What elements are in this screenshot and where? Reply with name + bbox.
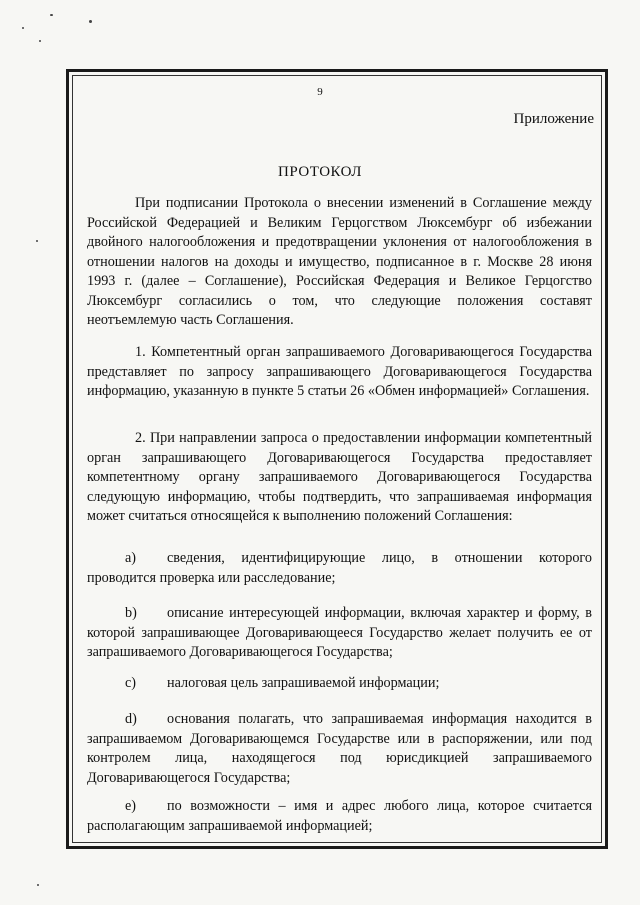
appendix-label: Приложение xyxy=(513,111,594,127)
list-item-marker: b) xyxy=(125,605,137,621)
list-item-text: сведения, идентифицирующие лицо, в отношении которого проводится проверка или расследование; xyxy=(87,550,592,586)
scan-speck xyxy=(39,40,41,42)
list-item-text: по возможности – имя и адрес любого лица, которое считается располагающим запрашиваемой информацией; xyxy=(87,798,592,834)
list-item-text: налоговая цель запрашиваемой информации; xyxy=(167,675,440,691)
intro-paragraph: При подписании Протокола о внесении изменений в Соглашение между Российской Федерацией и Великим Герцогством Люксембург об избежании двойного налогообложения и предотвращении уклонения от налогообложения в отношении налогов на доходы и имущество, подписанное в г. Москве 28 июня 1993 г. (далее – Соглашение), Российская Федерация и Великое Герцогство Люксембург согласились о том, что следующие положения составят неотъемлемую часть Соглашения. xyxy=(87,195,592,328)
list-item xyxy=(87,674,592,694)
list-item xyxy=(87,549,592,588)
list-item-marker: a) xyxy=(125,550,137,566)
document-title: ПРОТОКОЛ xyxy=(278,164,362,180)
list-item-marker: e) xyxy=(125,798,137,814)
scan-speck xyxy=(50,14,53,16)
list-item xyxy=(87,604,592,663)
clause-1: 1. Компетентный орган запрашиваемого Договаривающегося Государства представляет по запросу запрашивающего Договаривающегося Государства информацию, указанную в пункте 5 статьи 26 «Обмен информацией» Соглашения. xyxy=(87,344,592,399)
list-item xyxy=(87,710,592,788)
clause-2: 2. При направлении запроса о предоставлении информации компетентный орган запрашивающего Договаривающегося Государства предоставляет компетентному органу запрашиваемого Договаривающегося Государства следующую информацию, чтобы подтвердить, что запрашиваемая информация может считаться относящейся к выполнению положений Соглашения: xyxy=(87,430,592,524)
list-item-marker: c) xyxy=(125,675,137,691)
scan-speck xyxy=(89,20,92,23)
list-item-text: описание интересующей информации, включая характер и форму, в которой запрашивающее Договаривающееся Государство желает получить ее от запрашиваемого Договаривающегося Государства; xyxy=(87,605,592,660)
scan-speck xyxy=(37,884,39,886)
scan-speck xyxy=(36,240,38,242)
list-item xyxy=(87,797,592,836)
page-number: 9 xyxy=(317,86,323,98)
list-item-marker: d) xyxy=(125,711,137,727)
scan-speck xyxy=(22,27,24,29)
list-item-text: основания полагать, что запрашиваемая информация находится в запрашиваемом Договаривающемся Государстве или в распоряжении, или под контролем лица, находящегося под юрисдикцией запрашиваемого Договаривающегося Государства; xyxy=(87,711,592,786)
